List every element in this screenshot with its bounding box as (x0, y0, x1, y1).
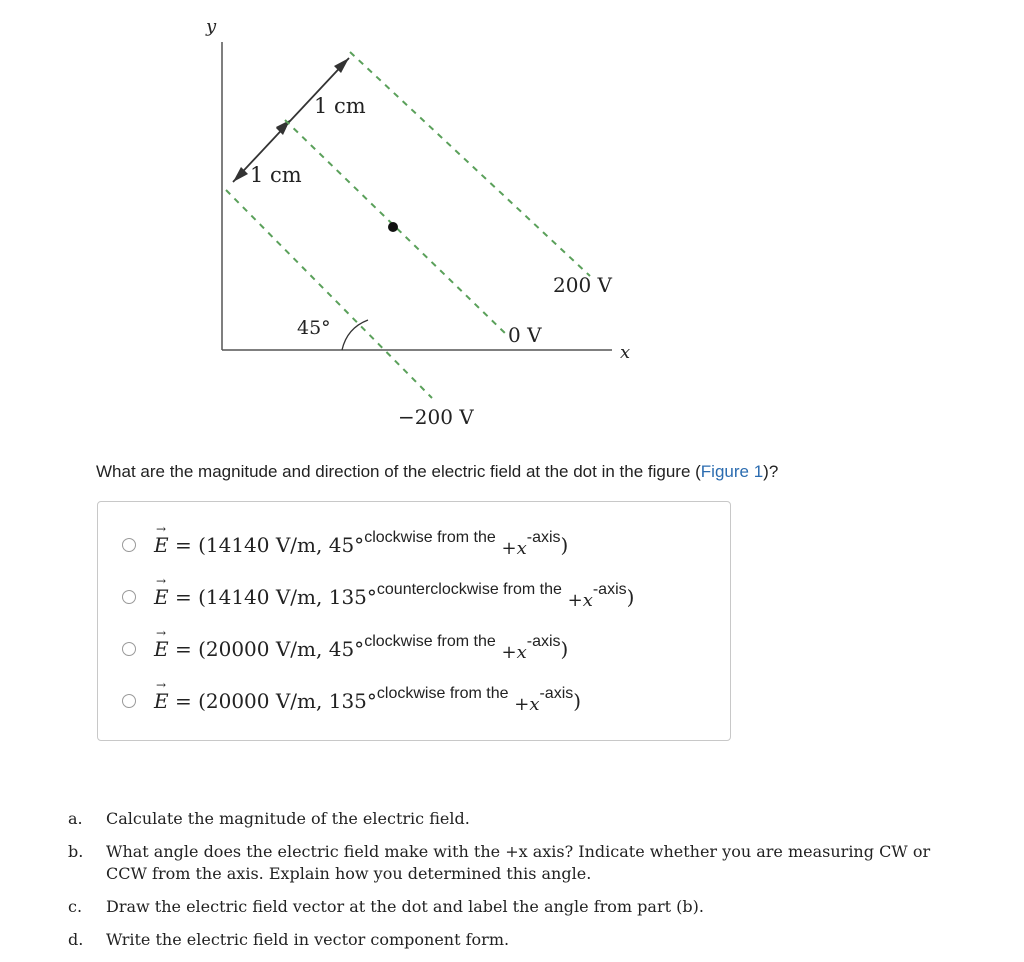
choice-axis: +x (501, 641, 527, 663)
choice-direction: clockwise from the (364, 529, 496, 546)
radio-button[interactable] (122, 538, 136, 552)
y-axis-label: y (206, 16, 217, 37)
question-body: What are the magnitude and direction of the electric field at the dot in the figure ( (96, 462, 701, 481)
choice-axis-suffix: -axis (539, 685, 574, 702)
choice-direction: clockwise from the (376, 685, 509, 702)
e-vector-symbol: → E (154, 678, 169, 713)
choice-close-paren: ) (560, 637, 569, 661)
potential-label-minus200v: −200 V (398, 405, 474, 429)
choice-axis-suffix: -axis (526, 633, 561, 650)
equipotential-line-minus200v (226, 190, 432, 398)
e-vector-symbol: → E (154, 574, 169, 609)
choice-direction: counterclockwise from the (376, 581, 562, 598)
choice-axis: +x (514, 693, 540, 715)
figure-1-link[interactable]: Figure 1 (700, 462, 764, 481)
task-text: Write the electric field in vector component form. (106, 930, 510, 949)
e-vector-symbol: → E (154, 522, 169, 557)
choice-axis: +x (567, 589, 593, 611)
choice-1[interactable] (122, 522, 569, 560)
electric-field-figure (0, 0, 1024, 450)
choice-2[interactable] (122, 574, 635, 612)
task-letter: c. (68, 897, 83, 916)
x-axis-label: x (620, 342, 631, 363)
choice-equation: → E = (20000 V/m, 45° (154, 626, 365, 661)
task-text: Draw the electric field vector at the dot and label the angle from part (b). (106, 897, 704, 916)
answer-choices (97, 501, 731, 741)
task-item (68, 808, 968, 830)
radio-button[interactable] (122, 590, 136, 604)
choice-close-paren: ) (573, 689, 582, 713)
potential-label-0v: 0 V (508, 323, 542, 347)
dimension-label-upper: 1 cm (314, 94, 366, 118)
angle-arc (342, 320, 368, 350)
task-item (68, 929, 968, 951)
choice-4[interactable] (122, 678, 582, 716)
radio-button[interactable] (122, 642, 136, 656)
task-letter: d. (68, 930, 84, 949)
task-letter: b. (68, 842, 84, 861)
radio-button[interactable] (122, 694, 136, 708)
task-letter: a. (68, 809, 83, 828)
choice-axis: +x (501, 537, 527, 559)
task-item (68, 841, 968, 885)
choice-axis-suffix: -axis (592, 581, 627, 598)
task-list (68, 808, 968, 962)
task-item (68, 896, 968, 918)
e-vector-symbol: → E (154, 626, 169, 661)
choice-3[interactable] (122, 626, 569, 664)
choice-close-paren: ) (560, 533, 569, 557)
field-point-dot (388, 222, 398, 232)
choice-direction: clockwise from the (364, 633, 496, 650)
choice-close-paren: ) (626, 585, 635, 609)
choice-equation: → E = (14140 V/m, 135° (154, 574, 377, 609)
choice-equation: → E = (14140 V/m, 45° (154, 522, 365, 557)
choice-axis-suffix: -axis (526, 529, 561, 546)
task-text: What angle does the electric field make with the +x axis? Indicate whether you are measuring CW or CCW from the axis. Explain how you determined this angle. (106, 842, 931, 883)
potential-label-200v: 200 V (553, 273, 612, 297)
equipotential-line-200v (350, 52, 590, 276)
dimension-label-lower: 1 cm (250, 163, 302, 187)
question-suffix: )? (763, 462, 779, 481)
choice-equation: → E = (20000 V/m, 135° (154, 678, 377, 713)
task-text: Calculate the magnitude of the electric field. (106, 809, 470, 828)
question-text (96, 462, 778, 482)
angle-label: 45° (297, 317, 331, 339)
